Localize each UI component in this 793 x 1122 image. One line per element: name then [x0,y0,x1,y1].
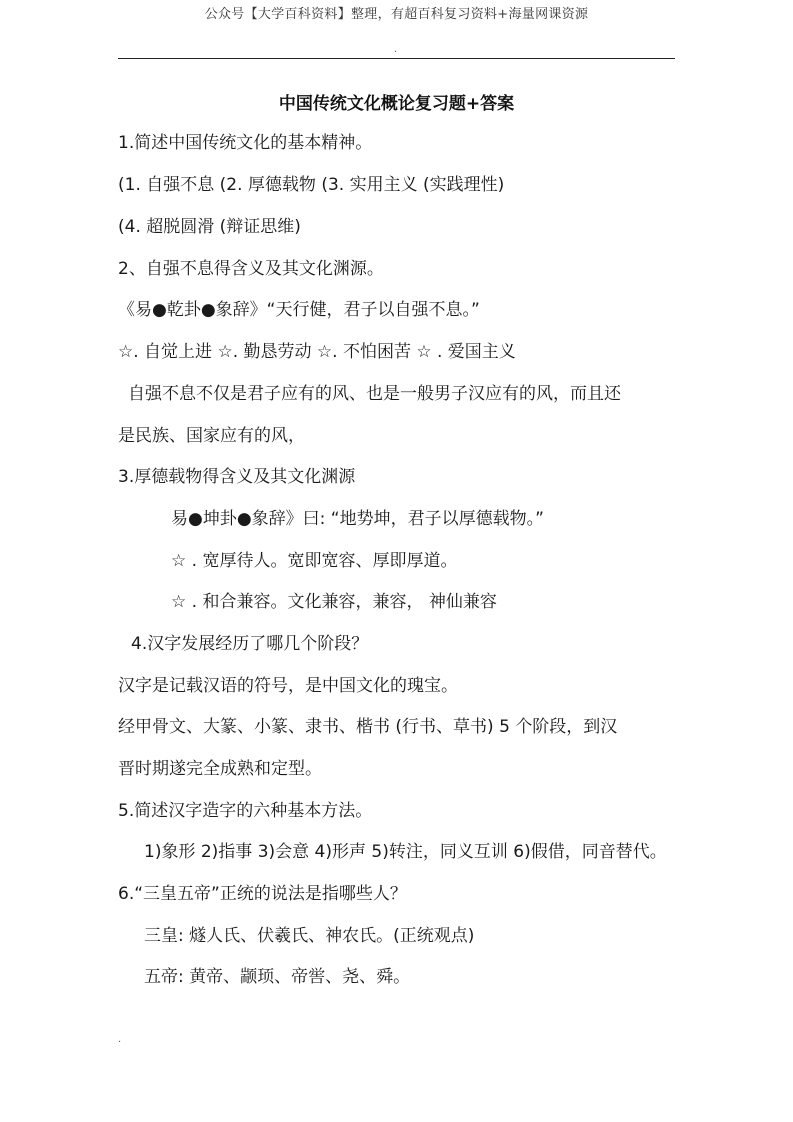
header-dot: . [394,44,398,55]
answer-2-quote: 《易●乾卦●象辞》“天行健，君子以自强不息。” [118,300,480,320]
answer-4-line-2: 经甲骨文、大篆、小篆、隶书、楷书 (行书、草书) 5 个阶段，到汉 [118,717,618,737]
answer-3-point-1: ☆ . 宽厚待人。宽即宽容、厚即厚道。 [171,551,458,571]
document-title: 中国传统文化概论复习题+答案 [278,94,515,114]
answer-6-five-emperors: 五帝: 黄帝、颛顼、帝喾、尧、舜。 [144,967,411,987]
question-4: 4.汉字发展经历了哪几个阶段？ [131,634,369,654]
question-2: 2、自强不息得含义及其文化渊源。 [118,259,384,279]
answer-6-three-sovereigns: 三皇: 燧人氏、伏羲氏、神农氏。(正统观点) [144,926,475,946]
question-3: 3.厚德载物得含义及其文化渊源 [118,467,356,487]
answer-4-line-3: 晋时期遂完全成熟和定型。 [118,759,322,779]
answer-3-point-2: ☆ . 和合兼容。文化兼容，兼容， 神仙兼容 [171,592,497,612]
footer-dot: . [118,1034,122,1045]
answer-2-text-1: 自强不息不仅是君子应有的风、也是一般男子汉应有的风，而且还 [128,384,621,404]
answer-1-line-2: (4. 超脱圆滑 (辩证思维) [118,217,301,237]
answer-5: 1)象形 2)指事 3)会意 4)形声 5)转注，同义互训 6)假借，同音替代。 [144,842,667,862]
question-5: 5.简述汉字造字的六种基本方法。 [118,801,373,821]
header-rule [118,58,675,59]
answer-2-text-2: 是民族、国家应有的风， [118,426,305,446]
page-header: 公众号【大学百科资料】整理，有超百科复习资料+海量网课资源 [204,7,589,22]
answer-2-points: ☆. 自觉上进 ☆. 勤恳劳动 ☆. 不怕困苦 ☆ . 爱国主义 [118,342,516,362]
question-1: 1.简述中国传统文化的基本精神。 [118,133,373,153]
answer-3-quote: 易●坤卦●象辞》曰: “地势坤，君子以厚德载物。” [171,509,544,529]
question-6: 6.“三皇五帝”正统的说法是指哪些人？ [118,884,407,904]
answer-4-line-1: 汉字是记载汉语的符号，是中国文化的瑰宝。 [118,676,458,696]
answer-1-line-1: (1. 自强不息 (2. 厚德载物 (3. 实用主义 (实践理性) [118,175,505,195]
